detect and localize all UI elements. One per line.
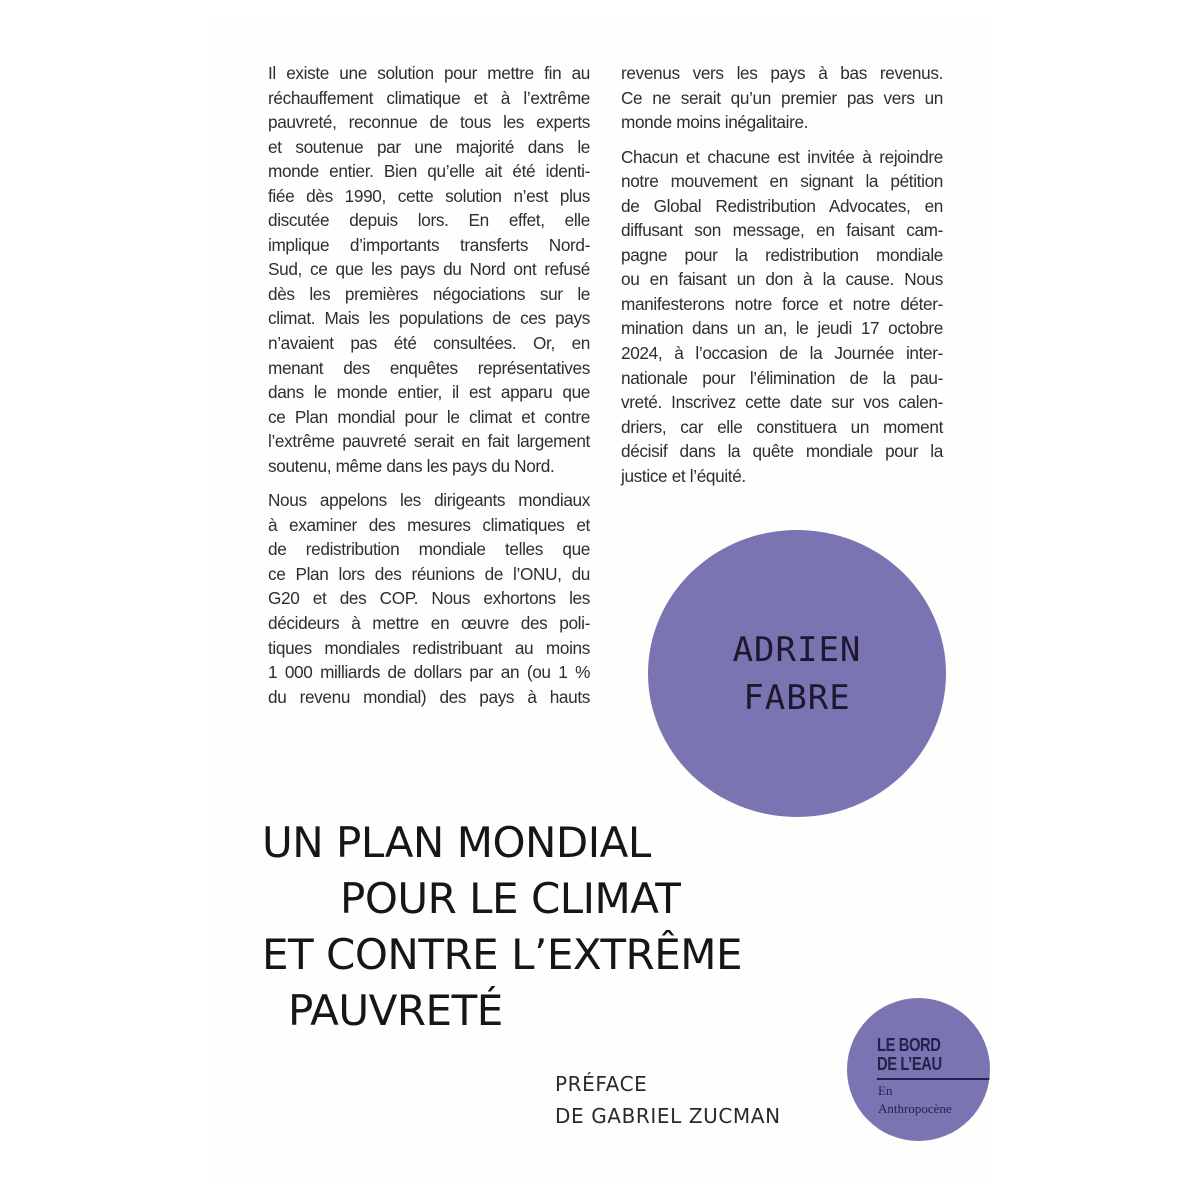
paragraph-2 [621, 145, 943, 489]
paragraph-gap [621, 135, 943, 145]
paragraph-1 [268, 61, 590, 478]
text-line: dans le monde entier, il est apparu que [268, 382, 590, 403]
text-line: soutenu, même dans les pays du Nord. [268, 455, 555, 476]
text-line: à examiner des mesures climatiques et [268, 514, 590, 535]
text-line: justice et l’équité. [621, 465, 746, 486]
text-line: mination dans un an, le jeudi 17 octobre [621, 318, 943, 339]
publisher-name-line: LE BORD [877, 1035, 941, 1055]
author-badge [648, 530, 946, 817]
text-line: discutée depuis lors. En effet, elle [268, 210, 590, 231]
text-line: fiée dès 1990, cette solution n’est plus [268, 185, 590, 206]
text-line: Il existe une solution pour mettre fin au [268, 63, 590, 83]
text-line: implique d’importants transferts Nord- [268, 234, 590, 255]
collection-line: Anthropocène [878, 1101, 952, 1116]
text-line: monde moins inégalitaire. [621, 112, 809, 133]
title-line: ET CONTRE L’EXTRÊME [262, 930, 743, 979]
text-line: diffusant son message, en faisant cam- [621, 220, 943, 241]
text-line: dès les premières négociations sur le [268, 283, 590, 304]
back-text-left-column [268, 61, 590, 709]
title-line: POUR LE CLIMAT [340, 874, 681, 923]
text-line: monde entier. Bien qu’elle ait été identi- [268, 161, 590, 182]
back-text-right-column [621, 61, 943, 488]
text-line: décideurs à mettre en œuvre des poli- [268, 613, 590, 634]
text-line: Nous appelons les dirigeants mondiaux [268, 490, 590, 511]
text-line: nationale pour l’élimination de la pau- [621, 367, 943, 388]
paragraph-gap [268, 478, 590, 488]
publisher-divider [877, 1078, 990, 1080]
preface-label: PRÉFACE [555, 1072, 648, 1096]
preface-credit [555, 1068, 781, 1132]
text-line: G20 et des COP. Nous exhortons les [268, 588, 590, 609]
paragraph-2 [268, 488, 590, 709]
text-line: l’extrême pauvreté serait en fait largement [268, 431, 590, 452]
text-line: et soutenue par une majorité dans le [268, 136, 590, 157]
publisher-logo [847, 998, 990, 1141]
text-line: ou en faisant un don à la cause. Nous [621, 269, 943, 290]
text-line: climat. Mais les populations de ces pays [268, 308, 590, 329]
text-line: pauvreté, reconnue de tous les experts [268, 112, 590, 133]
text-line: vreté. Inscrivez cette date sur vos calen- [621, 392, 943, 413]
text-line: driers, car elle constituera un moment [621, 416, 943, 437]
text-line: ce Plan mondial pour le climat et contre [268, 406, 590, 427]
text-line: Chacun et chacune est invitée à rejoindre [621, 146, 943, 167]
text-line: Sud, ce que les pays du Nord ont refusé [268, 259, 590, 280]
text-line: ce Plan lors des réunions de l’ONU, du [268, 563, 590, 584]
text-line: Ce ne serait qu’un premier pas vers un [621, 87, 943, 108]
author-first-name: ADRIEN [732, 629, 862, 670]
title-line: UN PLAN MONDIAL [262, 818, 651, 867]
publisher-name [877, 1036, 942, 1074]
collection-line: En [878, 1083, 893, 1098]
text-line: de redistribution mondiale telles que [268, 539, 590, 560]
text-line: revenus vers les pays à bas revenus. [621, 63, 943, 83]
preface-author: DE GABRIEL ZUCMAN [555, 1104, 781, 1128]
text-line: décisif dans la quête mondiale pour la [621, 441, 943, 462]
text-line: tiques mondiales redistribuant au moins [268, 637, 590, 658]
author-last-name: FABRE [743, 677, 851, 718]
collection-name [878, 1082, 952, 1118]
book-cover [210, 20, 990, 1180]
text-line: pagne pour la redistribution mondiale [621, 244, 943, 265]
paragraph-1 [621, 61, 943, 135]
text-line: menant des enquêtes représentatives [268, 357, 590, 378]
text-line: réchauffement climatique et à l’extrême [268, 87, 590, 108]
text-line: 2024, à l’occasion de la Journée inter- [621, 343, 943, 364]
publisher-name-line: DE L’EAU [877, 1054, 942, 1074]
book-title [262, 815, 742, 1039]
text-line: 1 000 milliards de dollars par an (ou 1 % [268, 662, 590, 683]
text-line: n’avaient pas été consultées. Or, en [268, 333, 590, 354]
text-line: manifesterons notre force et notre déter- [621, 293, 943, 314]
text-line: de Global Redistribution Advocates, en [621, 195, 943, 216]
title-line: PAUVRETÉ [288, 986, 503, 1035]
text-line: du revenu mondial) des pays à hauts [268, 686, 590, 707]
text-line: notre mouvement en signant la pétition [621, 171, 943, 192]
